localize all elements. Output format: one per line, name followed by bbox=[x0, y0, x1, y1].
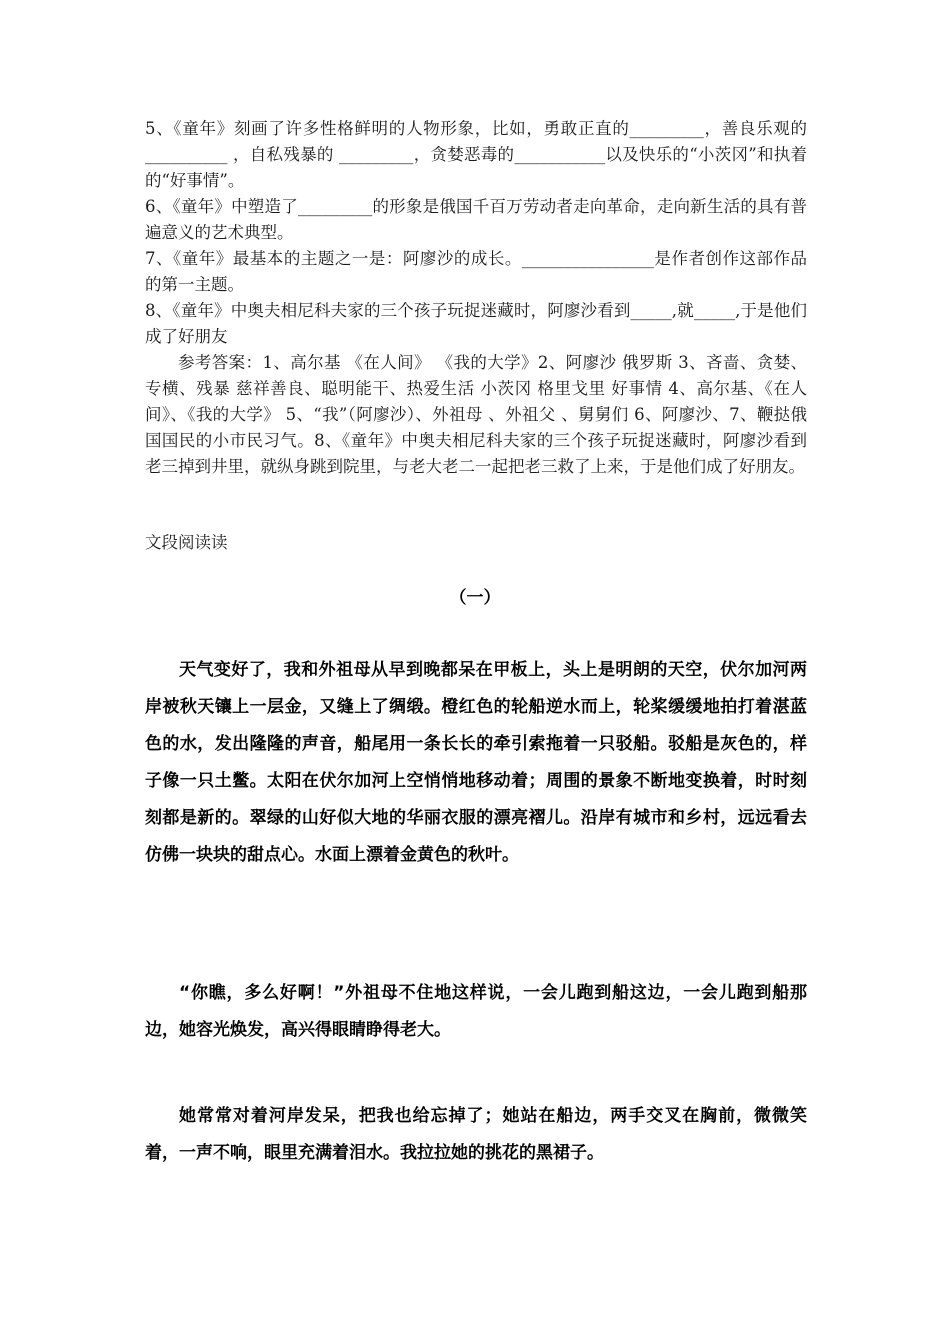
question-6: 6、《童年》中塑造了_________的形象是俄国千百万劳动者走向革命，走向新生活的具有普遍意义的艺术典型。 bbox=[145, 197, 807, 242]
section-label: 文段阅读读 bbox=[145, 533, 228, 552]
reference-answers: 参考答案：1、高尔基 《在人间》 《我的大学》2、阿廖沙 俄罗斯 3、吝啬、贪婪、专横、残暴 慈祥善良、聪明能干、热爱生活 小茨冈 格里戈里 好事情 4、高尔基、《在人间》、《我的大学》 5、“我”（阿廖沙）、外祖母 、外祖父 、舅舅们 6、阿廖沙、7、鞭挞俄国国民的小市民习气。8、《童年》中奥夫相尼科夫家的三个孩子玩捉迷藏时，阿廖沙看到老三掉到井里，就纵身跳到院里，与老大老二一起把老三救了上来，于是他们成了好朋友。 bbox=[145, 353, 807, 476]
passage-heading: （一） bbox=[449, 588, 501, 608]
passage-paragraph-1: 天气变好了，我和外祖母从早到晚都呆在甲板上，头上是明朗的天空，伏尔加河两岸被秋天镶上一层金，又缝上了绸缎。橙红色的轮船逆水而上，轮桨缓缓地拍打着湛蓝色的水，发出隆隆的声音，船尾用一条长长的牵引索拖着一只驳船。驳船是灰色的，样子像一只土鳖。太阳在伏尔加河上空悄悄地移动着；周围的景象不断地变换着，时时刻刻都是新的。翠绿的山好似大地的华丽衣服的漂亮褶儿。沿岸有城市和乡村，远远看去仿佛一块块的甜点心。水面上漂着金黄色的秋叶。 bbox=[145, 660, 807, 865]
question-5: 5、《童年》刻画了许多性格鲜明的人物形象，比如，勇敢正直的_________，善良乐观的 __________ ，自私残暴的 _________，贪婪恶毒的___________以及快乐的“小茨冈”和执着的“好事情”。 bbox=[145, 119, 807, 190]
question-7: 7、《童年》最基本的主题之一是：阿廖沙的成长。________________是作者创作这部作品的第一主题。 bbox=[145, 249, 807, 294]
question-8: 8、《童年》中奥夫相尼科夫家的三个孩子玩捉迷藏时，阿廖沙看到_____,就_____,于是他们成了好朋友 bbox=[145, 301, 807, 346]
passage-paragraph-2: “你瞧，多么好啊！”外祖母不住地这样说，一会儿跑到船这边，一会儿跑到船那边，她容光焕发，高兴得眼睛睁得老大。 bbox=[145, 983, 807, 1040]
passage-paragraph-3: 她常常对着河岸发呆，把我也给忘掉了；她站在船边，两手交叉在胸前，微微笑着，一声不响，眼里充满着泪水。我拉拉她的挑花的黑裙子。 bbox=[145, 1106, 807, 1163]
